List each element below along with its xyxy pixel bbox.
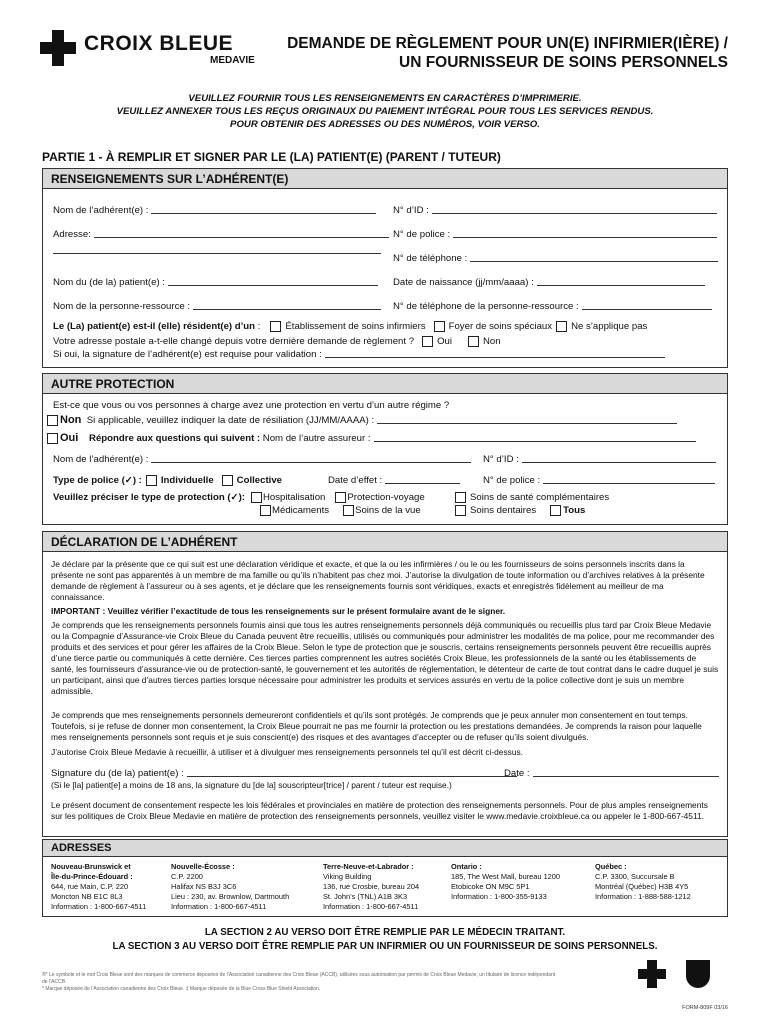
other-coverage-question: Est-ce que vous ou vos personnes à charge avez une protection en vertu d’un autre régime ? [53, 400, 450, 411]
trademark-footnote: ®* Le symbole et le mot Croix Bleue sont des marques de commerce déposées de l’Association canadienne des Croix Bleue (ACCB), utilisées sous autorisation par permis de Croix Bleue Medavie, un titulaire de licence indépendant de l’ACCB. * Marque déposée de l’Association canadienne des Croix Bleue. ‡ Marque déposée de la Blue Cross Blue Shield Association. [42, 972, 556, 992]
other-id-field[interactable]: N° d’ID : [483, 454, 716, 465]
soins-sante-option: Soins de santé complémentaires [455, 492, 609, 503]
declaration-p4: J’autorise Croix Bleue Medavie à recueillir, à utiliser et à divulguer mes renseignements personnels tel qu’il est décrit ci-dessus. [51, 747, 524, 757]
phone-field[interactable]: N° de téléphone : [393, 253, 718, 264]
other-coverage-heading: AUTRE PROTECTION [43, 374, 727, 394]
address-ns: Nouvelle-Écosse : C.P. 2200 Halifax NS B3J 3C6 Lieu : 230, av. Brownlow, Dartmouth Information : 1-800-667-4511 [171, 862, 290, 911]
address-nl: Terre-Neuve-et-Labrador : Viking Building 136, rue Crosbie, bureau 204 St. John’s (TNL) A1B 3K3 Information : 1-800-667-4511 [323, 862, 420, 911]
checkbox-address-non[interactable] [468, 336, 479, 347]
checkbox-etablissement[interactable] [270, 321, 281, 332]
checkbox-soins-sante[interactable] [455, 492, 466, 503]
brand-sub: MEDAVIE [210, 55, 255, 66]
contact-phone-field[interactable]: N° de téléphone de la personne-ressource : [393, 301, 712, 312]
member-section [42, 168, 728, 368]
checkbox-hospitalisation[interactable] [251, 492, 262, 503]
brand-name: CROIX BLEUE [84, 32, 234, 55]
address-field[interactable]: Adresse: [53, 229, 389, 240]
other-coverage-section [42, 373, 728, 525]
id-field[interactable]: N° d’ID : [393, 205, 717, 216]
address-change-row: Votre adresse postale a-t-elle changé depuis votre dernière demande de règlement ? Oui Non [53, 336, 501, 347]
other-policy-field[interactable]: N° de police : [483, 475, 715, 486]
birthdate-field[interactable]: Date de naissance (jj/mm/aaaa) : [393, 277, 705, 288]
checkbox-tous[interactable] [550, 505, 561, 516]
non-row: Non Si applicable, veuillez indiquer la date de résiliation (JJ/MM/AAAA) : [47, 414, 677, 426]
member-name-field[interactable]: Nom de l’adhérent(e) : [53, 205, 376, 216]
declaration-section [42, 531, 728, 837]
blue-cross-icon [40, 30, 76, 66]
signature-note: (Si le [la] patient[e] a moins de 18 ans, la signature du [de la] souscripteur[trice] / parent / tuteur est requise.) [51, 780, 452, 790]
croix-bleue-logo [40, 30, 270, 68]
member-heading: RENSEIGNEMENTS SUR L’ADHÉRENT(E) [43, 169, 727, 189]
declaration-heading: DÉCLARATION DE L’ADHÉRENT [43, 532, 727, 552]
section-instructions: LA SECTION 2 AU VERSO DOIT ÊTRE REMPLIE PAR LE MÉDECIN TRAITANT. LA SECTION 3 AU VERSO DOIT ÊTRE REMPLIE PAR UN INFIRMIER OU UN FOURNISSEUR DE SOINS PERSONNELS. [112, 927, 658, 952]
addresses-heading: ADRESSES [43, 840, 727, 857]
patient-name-field[interactable]: Nom du (de la) patient(e) : [53, 277, 378, 288]
protection-type-row2: Médicaments Soins de la vue [260, 505, 421, 516]
checkbox-na[interactable] [556, 321, 567, 332]
protection-type-row3: Soins dentaires Tous [455, 505, 585, 516]
oui-row: Oui Répondre aux questions qui suivent : Nom de l’autre assureur : [47, 432, 696, 444]
policy-type-row: Type de police (✓) : Individuelle Collective [53, 475, 282, 486]
checkbox-collective[interactable] [222, 475, 233, 486]
signature-date-field[interactable]: Date : [504, 768, 719, 779]
checkbox-oui[interactable] [47, 433, 58, 444]
address-on: Ontario : 185, The West Mall, bureau 1200 Etobicoke ON M9C 5P1 Information : 1-800-355-9133 [451, 862, 561, 901]
other-member-name-field[interactable]: Nom de l’adhérent(e) : [53, 454, 471, 465]
checkbox-soins-vue[interactable] [343, 505, 354, 516]
checkbox-foyer[interactable] [434, 321, 445, 332]
address-nb-pei: Nouveau-Brunswick et Île-du-Prince-Édouard : 644, rue Main, C.P. 220 Moncton NB E1C 8L3 Information : 1-800-667-4511 [51, 862, 147, 911]
checkbox-protection-voyage[interactable] [335, 492, 346, 503]
declaration-p1: Je déclare par la présente que ce qui suit est une déclaration véridique et exacte, et que la ou les infirmières / ou le ou les fournisseurs de soins personnels inscrits dans la présente ne sont pas apparentés à un membre de ma famille ou qu’ils n’habitent pas chez moi. J’autorise la divulgation de toute information ou d’archives relatives à la présente demande de règlement à l’assureur ou à ses agents, et je déclare que les renseignements fournis sont véridiques, exacts et enregistrés fidèlement au meilleur de ma connaissance. [51, 559, 705, 602]
checkbox-non[interactable] [47, 415, 58, 426]
declaration-important: IMPORTANT : Veuillez vérifier l’exactitude de tous les renseignements sur le présent formulaire avant de le signer. [51, 606, 506, 616]
address-qc: Québec : C.P. 3300, Succursale B Montréal (Québec) H3B 4Y5 Information : 1-888-588-1212 [595, 862, 691, 901]
form-code: FORM-809F 03/16 [682, 1005, 728, 1011]
declaration-p2: Je comprends que les renseignements personnels fournis ainsi que tous les autres renseignements personnels déjà communiqués ou recueillis plus tard par Croix Bleue Medavie ou la Compagnie d’Assurance-vie Croix Bleue du Canada peuvent être recueillis, utilisés ou communiqués pour administrer les modalités de ma police, pour me recommander des produits et des services et pour gérer les affaires de la Croix Bleue. Selon le type de protection que je souscris, certains renseignements personnels peuvent être recueillis auprès d’une tierce partie ou communiqués à cette dernière. Ces tierces parties comprennent les autres sociétés Croix Bleue, les professionnels de la santé ou les établissements de santé, les fournisseurs d’assurance-vie ou de protection-santé, le gouvernement et les autorités de réglementation, le détenteur de carte de tout contrat dans le cadre duquel je suis un participant, ainsi que d’autres tierces parties lorsque nécessaire pour administrer les produits et services assurés en vertu de la police collective dont je suis un membre admissible. [51, 620, 719, 696]
instructions: VEUILLEZ FOURNIR TOUS LES RENSEIGNEMENTS EN CARACTÈRES D’IMPRIMERIE. VEUILLEZ ANNEXER TOUS LES REÇUS ORIGINAUX DU PAIEMENT INTÉGRAL POUR TOUS LES SERVICES RENDUS. POUR OBTENIR DES ADRESSES OU DES NUMÉROS, VOIR VERSO. [116, 93, 654, 130]
blue-cross-icon [638, 960, 666, 988]
addresses-section [42, 839, 728, 917]
checkbox-soins-dentaires[interactable] [455, 505, 466, 516]
address-line2[interactable] [53, 253, 381, 256]
policy-field[interactable]: N° de police : [393, 229, 717, 240]
effective-date-field[interactable]: Date d’effet : [328, 475, 460, 486]
declaration-p5: Le présent document de consentement respecte les lois fédérales et provinciales en matière de protection des renseignements personnels. Pour de plus amples renseignements sur les politiques de Croix Bleue Medavie en matière de protection des renseignements personnels, veuillez visiter le www.medavie.croixbleue.ca ou appeler le 1-800-667-4511. [51, 800, 708, 821]
footer-logos [638, 960, 728, 1000]
contact-name-field[interactable]: Nom de la personne-ressource : [53, 301, 381, 312]
checkbox-address-oui[interactable] [422, 336, 433, 347]
checkbox-individuelle[interactable] [146, 475, 157, 486]
protection-type-row: Veuillez préciser le type de protection (✓): Hospitalisation Protection-voyage [53, 492, 425, 503]
checkbox-medicaments[interactable] [260, 505, 271, 516]
declaration-p3: Je comprends que mes renseignements personnels demeureront confidentiels et qu’ils sont protégés. Je comprends que je peux annuler mon consentement en tout temps. Toutefois, si je refuse de donner mon consentement, la Croix Bleue pourrait ne pas me fournir la protection ou les prestations demandées. Je comprends la raison pour laquelle mes renseignements personnels sont requis et je suis conscient(e) des risques et des avantages d’accepter ou de refuser qu’ils soient divulgués. [51, 710, 702, 742]
signature-validation-field[interactable]: Si oui, la signature de l’adhérent(e) est requise pour validation : [53, 349, 665, 360]
blue-shield-icon [686, 960, 710, 988]
patient-signature-field[interactable]: Signature du (de la) patient(e) : [51, 768, 517, 779]
form-title: DEMANDE DE RÈGLEMENT POUR UN(E) INFIRMIER(IÈRE) / UN FOURNISSEUR DE SOINS PERSONNELS [287, 35, 728, 71]
part1-title: PARTIE 1 - À REMPLIR ET SIGNER PAR LE (LA) PATIENT(E) (PARENT / TUTEUR) [42, 150, 501, 164]
resident-row: Le (La) patient(e) est-il (elle) résident(e) d’un : Établissement de soins infirmiers Foyer de soins spéciaux Ne s’applique pas [53, 321, 648, 332]
